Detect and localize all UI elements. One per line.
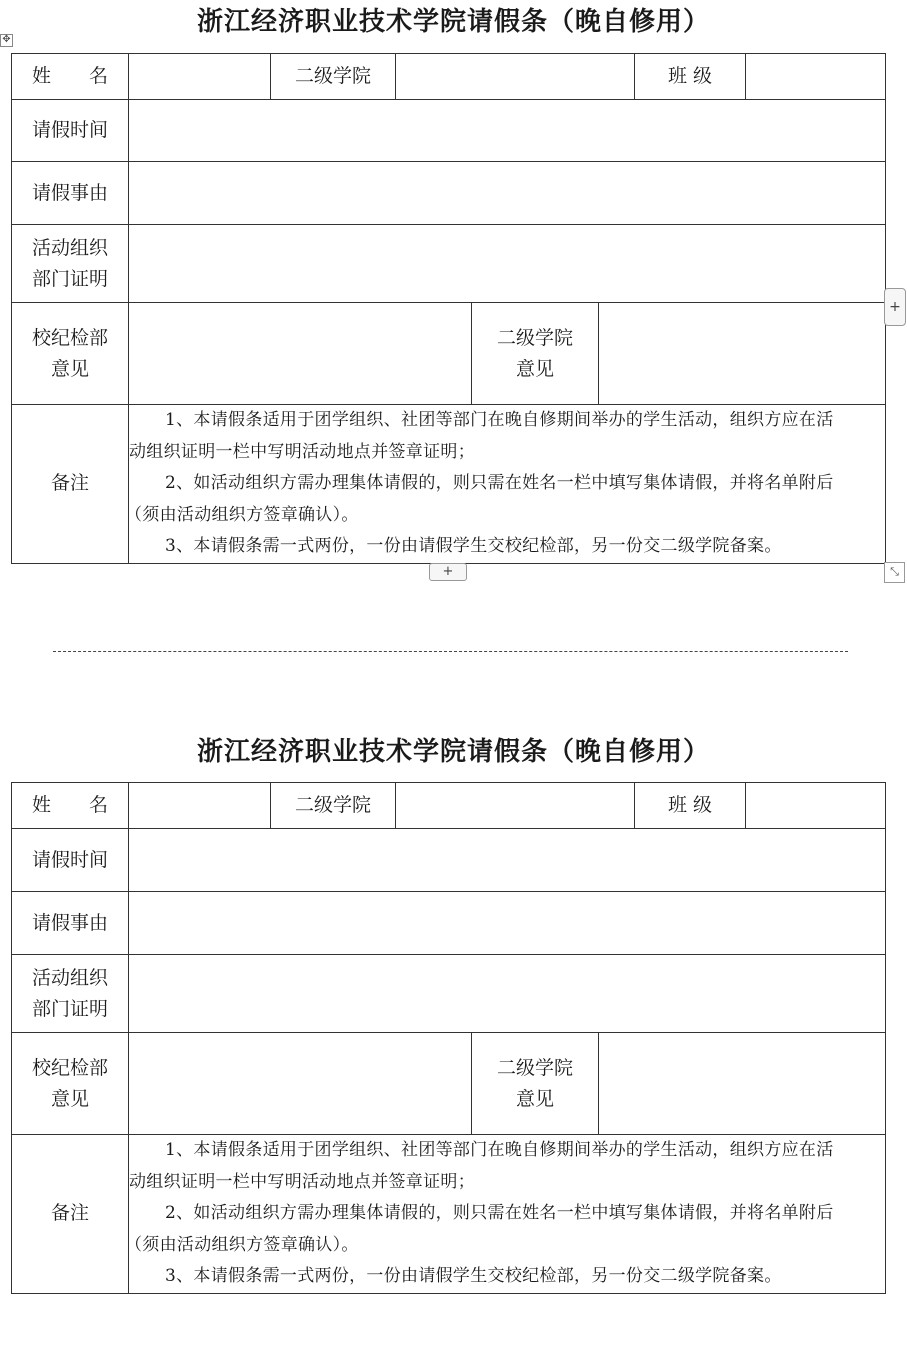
leave-reason-label: 请假事由 <box>12 162 129 225</box>
note-1-line-2: 动组织证明一栏中写明活动地点并签章证明； <box>129 441 475 462</box>
discipline-label <box>12 303 129 405</box>
discipline-label <box>12 1033 129 1135</box>
leave-form-top <box>0 0 907 600</box>
org-proof-label-line2: 部门证明 <box>31 997 108 1020</box>
note-1-line-2: 动组织证明一栏中写明活动地点并签章证明； <box>129 1171 475 1192</box>
discipline-label-line2: 意见 <box>50 357 89 380</box>
discipline-label-line1: 校纪检部 <box>31 326 108 349</box>
college-opinion-label-line2: 意见 <box>515 357 554 380</box>
discipline-field[interactable] <box>129 303 472 405</box>
college-field[interactable] <box>396 54 635 100</box>
org-proof-label-line1: 活动组织 <box>31 236 108 259</box>
discipline-field[interactable] <box>129 1033 472 1135</box>
class-field[interactable] <box>746 783 886 829</box>
remarks-notes <box>125 405 886 564</box>
discipline-label-line2: 意见 <box>50 1087 89 1110</box>
name-field[interactable] <box>129 783 271 829</box>
org-proof-label-line1: 活动组织 <box>31 966 108 989</box>
org-proof-label-line2: 部门证明 <box>31 267 108 290</box>
leave-form-table <box>11 782 886 1294</box>
college-opinion-label-line1: 二级学院 <box>496 326 573 349</box>
leave-form-table <box>11 53 886 564</box>
college-opinion-label <box>472 1033 599 1135</box>
discipline-label-line1: 校纪检部 <box>31 1056 108 1079</box>
leave-reason-field[interactable] <box>129 162 886 225</box>
college-opinion-label-line2: 意见 <box>515 1087 554 1110</box>
class-label: 班 级 <box>635 54 746 100</box>
form-title: 浙江经济职业技术学院请假条（晚自修用） <box>196 7 710 37</box>
remarks-label: 备注 <box>12 1135 129 1294</box>
note-1-line-1: 1、本请假条适用于团学组织、社团等部门在晚自修期间举办的学生活动，组织方应在活 <box>165 1140 834 1160</box>
note-3: 3、本请假条需一式两份，一份由请假学生交校纪检部，另一份交二级学院备案。 <box>165 536 782 556</box>
remarks-label: 备注 <box>12 405 129 564</box>
note-1-line-1: 1、本请假条适用于团学组织、社团等部门在晚自修期间举办的学生活动，组织方应在活 <box>165 410 834 430</box>
leave-time-label: 请假时间 <box>12 829 129 892</box>
leave-reason-label: 请假事由 <box>12 892 129 955</box>
college-label: 二级学院 <box>271 54 396 100</box>
college-label: 二级学院 <box>271 783 396 829</box>
table-move-handle-icon[interactable]: ✥ <box>0 34 13 47</box>
note-2-line-1: 2、如活动组织方需办理集体请假的，则只需在姓名一栏中填写集体请假，并将名单附后 <box>165 1203 834 1223</box>
table-resize-handle-icon[interactable]: ⤡ <box>884 562 905 583</box>
add-row-plus-icon[interactable]: + <box>429 563 467 581</box>
note-3: 3、本请假条需一式两份，一份由请假学生交校纪检部，另一份交二级学院备案。 <box>165 1266 782 1286</box>
college-opinion-field[interactable] <box>599 1033 886 1135</box>
remarks-notes <box>125 1135 886 1294</box>
class-field[interactable] <box>746 54 886 100</box>
leave-time-label: 请假时间 <box>12 100 129 162</box>
class-label: 班 级 <box>635 783 746 829</box>
cut-line-divider <box>53 651 848 652</box>
name-label: 姓 名 <box>12 54 129 100</box>
note-2-line-1: 2、如活动组织方需办理集体请假的，则只需在姓名一栏中填写集体请假，并将名单附后 <box>165 473 834 493</box>
org-proof-field[interactable] <box>129 955 886 1033</box>
note-2-line-2: （须由活动组织方签章确认）。 <box>125 504 359 525</box>
college-opinion-field[interactable] <box>599 303 886 405</box>
college-opinion-label <box>472 303 599 405</box>
leave-time-field[interactable] <box>129 100 886 162</box>
college-opinion-label-line1: 二级学院 <box>496 1056 573 1079</box>
college-field[interactable] <box>396 783 635 829</box>
org-proof-field[interactable] <box>129 225 886 303</box>
org-proof-label <box>12 225 129 303</box>
leave-reason-field[interactable] <box>129 892 886 955</box>
leave-time-field[interactable] <box>129 829 886 892</box>
form-title: 浙江经济职业技术学院请假条（晚自修用） <box>196 737 710 767</box>
name-label: 姓 名 <box>12 783 129 829</box>
org-proof-label <box>12 955 129 1033</box>
add-column-plus-icon[interactable]: + <box>884 288 906 326</box>
note-2-line-2: （须由活动组织方签章确认）。 <box>125 1234 359 1255</box>
leave-form-bottom <box>0 729 907 1329</box>
name-field[interactable] <box>129 54 271 100</box>
